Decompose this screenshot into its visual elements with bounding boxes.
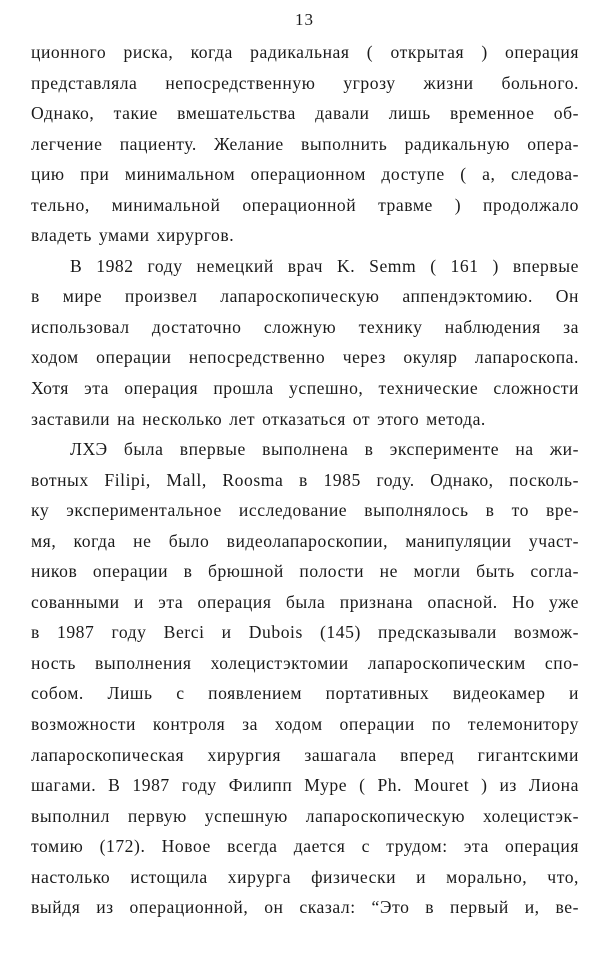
text-line: возможности контроля за ходом операции по телемонитору <box>31 714 579 735</box>
text-line: в 1987 году Berci и Dubois (145) предсказывали возмож- <box>31 622 579 643</box>
text-line: тельно, минимальной операционной травме ) продолжало <box>31 194 579 215</box>
text-line: сованными и эта операция была признана опасной. Но уже <box>31 591 579 612</box>
body-text <box>31 37 579 923</box>
paragraph-2 <box>31 251 579 434</box>
text-line: цию при минимальном операционном доступе ( а, следова- <box>31 164 579 185</box>
text-line: представляла непосредственную угрозу жизни больного. <box>31 72 579 93</box>
text-line: ников операции в брюшной полости не могли быть согла- <box>31 561 579 582</box>
text-line: мя, когда не было видеолапароскопии, манипуляции участ- <box>31 530 579 551</box>
text-line: использовал достаточно сложную технику наблюдения за <box>31 316 579 337</box>
text-line: Однако, такие вмешательства давали лишь временное об- <box>31 103 579 124</box>
text-line: собом. Лишь с появлением портативных видеокамер и <box>31 683 579 704</box>
paragraph-3 <box>31 434 579 923</box>
page-number: 13 <box>295 10 314 29</box>
text-line: томию (172). Новое всегда дается с трудом: эта операция <box>31 836 579 857</box>
text-line: владеть умами хирургов. <box>31 225 235 246</box>
text-line: ность выполнения холецистэктомии лапароскопическим спо- <box>31 652 579 673</box>
text-line: ционного риска, когда радикальная ( открытая ) операция <box>31 42 579 62</box>
text-line: ку экспериментальное исследование выполнялось в то вре- <box>31 500 579 521</box>
text-line: Хотя эта операция прошла успешно, технические сложности <box>31 378 579 399</box>
text-line: заставили на несколько лет отказаться от этого метода. <box>31 408 486 429</box>
text-line: настолько истощила хирурга физически и морально, что, <box>31 866 579 887</box>
text-line: ЛХЭ была впервые выполнена в эксперименте на жи- <box>70 439 579 460</box>
text-line: В 1982 году немецкий врач K. Semm ( 161 ) впервые <box>70 255 579 276</box>
text-line: выполнил первую успешную лапароскопическую холецистэк- <box>31 805 579 826</box>
text-line: легчение пациенту. Желание выполнить радикальную опера- <box>31 133 579 154</box>
text-line: выйдя из операционной, он сказал: “Это в первый и, ве- <box>31 897 579 918</box>
text-line: ходом операции непосредственно через окуляр лапароскопа. <box>31 347 579 368</box>
text-line: шагами. В 1987 году Филипп Муре ( Ph. Mouret ) из Лиона <box>31 775 579 796</box>
text-line: лапароскопическая хирургия зашагала вперед гигантскими <box>31 744 579 765</box>
text-line: вотных Filipi, Mall, Roosma в 1985 году. Однако, посколь- <box>31 469 579 490</box>
text-line: в мире произвел лапароскопическую аппендэктомию. Он <box>31 286 579 307</box>
paragraph-1 <box>31 37 579 251</box>
